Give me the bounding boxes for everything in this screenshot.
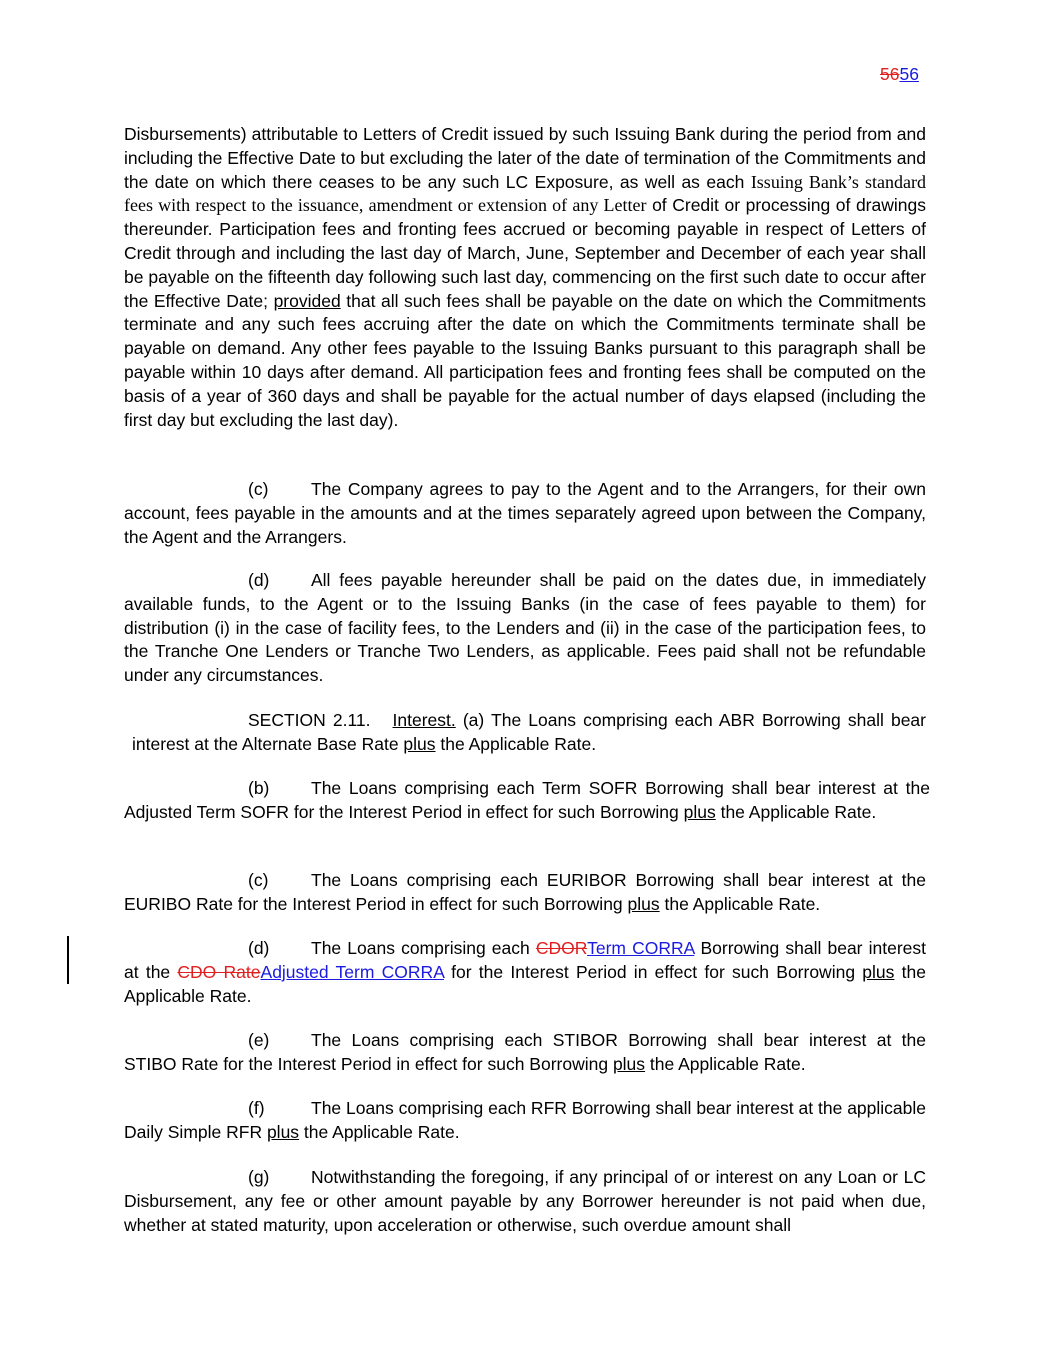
plus-term: plus: [683, 801, 716, 822]
fees-text-1: Disbursements) attributable to Letters of Credit issued by such Issuing Bank during the period from and including the Effective Date to but excluding the later of the date of termination of the Commitments and the date on which there ceases to be any such LC Exposure, as well as each: [124, 124, 926, 192]
clause-label: (g): [248, 1167, 270, 1187]
fees-text-serif: Issuing Bank’s standard fees with respect to the issuance, amendment or extension of any Letter: [124, 171, 926, 216]
section-title: Interest.: [392, 710, 456, 730]
clause-label: (f): [248, 1098, 265, 1118]
plus-term: plus: [627, 893, 660, 914]
deleted-cdor: CDOR: [535, 938, 588, 958]
interest-clause-b: [124, 777, 930, 825]
clause-text-a: The Loans comprising each: [311, 938, 536, 958]
clause-label: (d): [248, 938, 270, 958]
clause-text-a: The Loans comprising each STIBOR Borrowing shall bear interest at the STIBO Rate for the Interest Period in effect for such Borrowing: [124, 1030, 926, 1074]
clause-text-b: the Applicable Rate.: [299, 1121, 460, 1142]
paragraph-fees-continued: [124, 123, 926, 432]
section-text-a: (a) The Loans comprising each ABR Borrowing shall bear interest at the Alternate Base Rate: [132, 710, 926, 754]
interest-clause-c: [124, 869, 926, 917]
interest-clause-d: [124, 937, 926, 1008]
clause-text-b: Borrowing shall bear interest at the: [124, 938, 927, 982]
page-number-inserted: 56: [899, 64, 919, 84]
interest-clause-e: [124, 1029, 926, 1077]
revision-change-bar: [67, 936, 69, 984]
clause-text-b: the Applicable Rate.: [659, 893, 821, 914]
paragraph-c-arranger-fees: [124, 478, 926, 549]
provided-term: provided: [273, 290, 341, 311]
interest-clause-g: [124, 1166, 926, 1237]
clause-text-d: the Applicable Rate.: [124, 961, 926, 1006]
clause-label: (c): [248, 479, 269, 499]
plus-term: plus: [266, 1121, 300, 1142]
clause-label: (d): [248, 570, 270, 590]
interest-clause-f: [124, 1097, 926, 1145]
clause-text-a: The Loans comprising each Term SOFR Borrowing shall bear interest at the Adjusted Term SOFR for the Interest Period in effect for such Borrowing: [124, 778, 930, 822]
section-2-11-interest: [132, 709, 926, 757]
clause-text: Notwithstanding the foregoing, if any principal of or interest on any Loan or LC Disbursement, any fee or other amount payable by any Borrower hereunder is not paid when due, whether at stated maturity, upon acceleration or otherwise, such overdue amount shall: [124, 1167, 926, 1235]
paragraph-d-fee-payment: [124, 569, 926, 688]
plus-term: plus: [403, 733, 436, 754]
fees-text-2: of Credit or processing of drawings thereunder. Participation fees and fronting fees accrued or becoming payable in respect of Letters of Credit through and including the last day of March, June, September and December of each year shall be payable on the fifteenth day following such last day, commencing on the first such date to occur after the Effective Date;: [124, 195, 926, 311]
clause-text-b: the Applicable Rate.: [645, 1053, 806, 1074]
clause-text-a: The Loans comprising each RFR Borrowing shall bear interest at the applicable Daily Simple RFR: [124, 1098, 926, 1142]
inserted-term-corra: Term CORRA: [587, 938, 695, 958]
clause-text-a: The Loans comprising each EURIBOR Borrowing shall bear interest at the EURIBO Rate for the Interest Period in effect for such Borrowing: [124, 870, 926, 914]
clause-label: (b): [248, 778, 270, 798]
inserted-adjusted-term-corra: Adjusted Term CORRA: [260, 961, 444, 982]
plus-term: plus: [862, 961, 895, 982]
clause-text: All fees payable hereunder shall be paid on the dates due, in immediately available funds, to the Agent or to the Issuing Banks (in the case of fees payable to them) for distribution (i) in the case of facility fees, to the Lenders and (ii) in the case of the participation fees, to the Tranche One Lenders or Tranche Two Lenders, as applicable. Fees paid shall not be refundable under any circumstances.: [124, 570, 926, 686]
clause-label: (e): [248, 1030, 270, 1050]
page-number: [880, 62, 919, 86]
deleted-cdo-rate: CDO Rate: [177, 961, 261, 982]
page-number-deleted: 56: [880, 64, 900, 84]
clause-text-b: the Applicable Rate.: [715, 801, 877, 822]
clause-label: (c): [248, 870, 269, 890]
section-heading: SECTION 2.11.: [248, 710, 371, 730]
clause-text: The Company agrees to pay to the Agent and to the Arrangers, for their own account, fees payable in the amounts and at the times separately agreed upon between the Company, the Agent and the Arrangers.: [124, 479, 926, 547]
plus-term: plus: [612, 1053, 646, 1074]
clause-text-c: for the Interest Period in effect for such Borrowing: [443, 961, 863, 982]
fees-text-3: that all such fees shall be payable on the date on which the Commitments terminate and any such fees accruing after the date on which the Commitments terminate shall be payable on demand. Any other fees payable to the Issuing Banks pursuant to this paragraph shall be payable within 10 days after demand. All participation fees and fronting fees shall be computed on the basis of a year of 360 days and shall be payable for the actual number of days elapsed (including the first day but excluding the last day).: [124, 290, 926, 430]
section-text-b: the Applicable Rate.: [435, 733, 597, 754]
